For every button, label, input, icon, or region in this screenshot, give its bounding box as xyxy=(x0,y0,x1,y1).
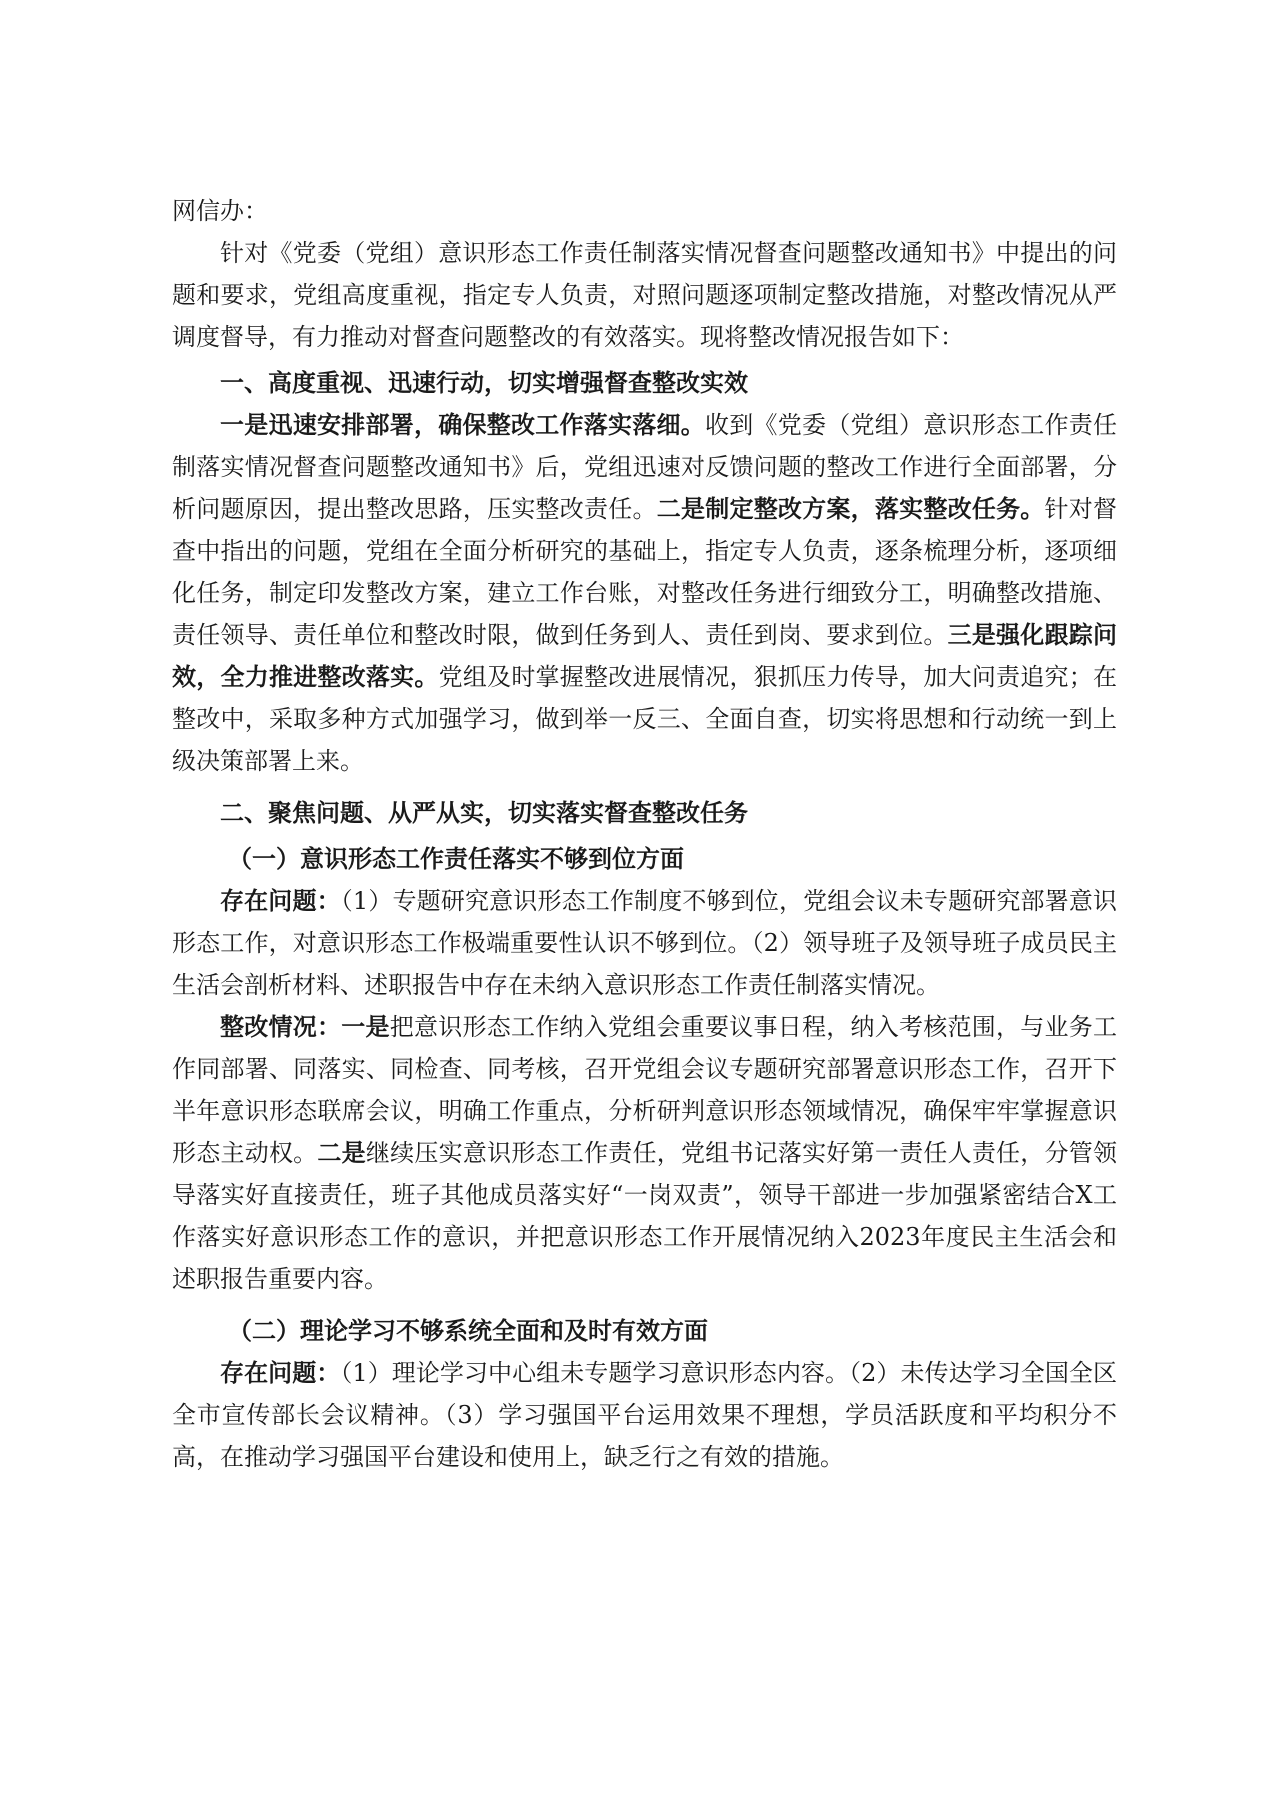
problem-text: （1）专题研究意识形态工作制度不够到位，党组会议未专题研究部署意识形态工作，对意识形态工作极端重要性认识不够到位。（2）领导班子及领导班子成员民主生活会剖析材料、述职报告中存在未纳入意识形态工作责任制落实情况。 xyxy=(172,887,1117,999)
spacer xyxy=(172,782,1117,788)
fix-text-2: 继续压实意识形态工作责任，党组书记落实好第一责任人责任，分管领导落实好直接责任，班子其他成员落实好“一岗双责”，领导干部进一步加强紧密结合X工作落实好意识形态工作的意识，并把意识形态工作开展情况纳入2023年度民主生活会和述职报告重要内容。 xyxy=(172,1139,1118,1293)
subsection-1-fix xyxy=(172,1006,1117,1300)
subsection-2-problem xyxy=(172,1352,1117,1478)
problem-label: 存在问题： xyxy=(220,887,341,915)
document-page xyxy=(172,190,1117,1478)
spacer xyxy=(172,1300,1117,1306)
subsection-1-heading: （一）意识形态工作责任落实不够到位方面 xyxy=(228,845,684,873)
fix-label: 整改情况： xyxy=(220,1013,342,1041)
section-1-text-3: 党组及时掌握整改进展情况，狠抓压力传导，加大问责追究；在整改中，采取多种方式加强学习，做到举一反三、全面自查，切实将思想和行动统一到上级决策部署上来。 xyxy=(172,663,1118,775)
problem-text: （1）理论学习中心组未专题学习意识形态内容。（2）未传达学习全国全区全市宣传部长会议精神。（3）学习强国平台运用效果不理想，学员活跃度和平均积分不高，在推动学习强国平台建设和使用上，缺乏行之有效的措施。 xyxy=(172,1359,1117,1471)
section-1-heading: 一、高度重视、迅速行动，切实增强督查整改实效 xyxy=(220,369,748,397)
section-2-heading: 二、聚焦问题、从严从实，切实落实督查整改任务 xyxy=(220,799,748,827)
fix-text-1: 把意识形态工作纳入党组会重要议事日程，纳入考核范围，与业务工作同部署、同落实、同检查、同考核，召开党组会议专题研究部署意识形态工作，召开下半年意识形态联席会议，明确工作重点，分析研判意识形态领域情况，确保牢牢掌握意识形态主动权。 xyxy=(172,1013,1117,1167)
section-1-lead-3: 三是强化跟踪问效，全力推进整改落实。 xyxy=(172,621,1117,691)
subsection-2-heading: （二）理论学习不够系统全面和及时有效方面 xyxy=(228,1317,708,1345)
section-1-lead-2: 二是制定整改方案，落实整改任务。 xyxy=(656,495,1045,523)
section-1-paragraph xyxy=(172,404,1117,782)
section-1-text-1: 收到《党委（党组）意识形态工作责任制落实情况督查问题整改通知书》后，党组迅速对反馈问题的整改工作进行全面部署，分析问题原因，提出整改思路，压实整改责任。 xyxy=(172,411,1117,523)
section-1-text-2: 针对督查中指出的问题，党组在全面分析研究的基础上，指定专人负责，逐条梳理分析，逐项细化任务，制定印发整改方案，建立工作台账，对整改任务进行细致分工，明确整改措施、责任领导、责任单位和整改时限，做到任务到人、责任到岗、要求到位。 xyxy=(172,495,1118,649)
subsection-1-problem xyxy=(172,880,1117,1006)
intro-paragraph: 针对《党委（党组）意识形态工作责任制落实情况督查问题整改通知书》中提出的问题和要求，党组高度重视，指定专人负责，对照问题逐项制定整改措施，对整改情况从严调度督导，有力推动对督查问题整改的有效落实。现将整改情况报告如下： xyxy=(172,239,1117,351)
fix-lead-2: 二是 xyxy=(317,1139,366,1167)
section-1-lead-1: 一是迅速安排部署，确保整改工作落实落细。 xyxy=(220,411,705,439)
fix-lead-1: 一是 xyxy=(341,1013,390,1041)
salutation: 网信办： xyxy=(172,197,268,225)
problem-label: 存在问题： xyxy=(220,1359,341,1387)
